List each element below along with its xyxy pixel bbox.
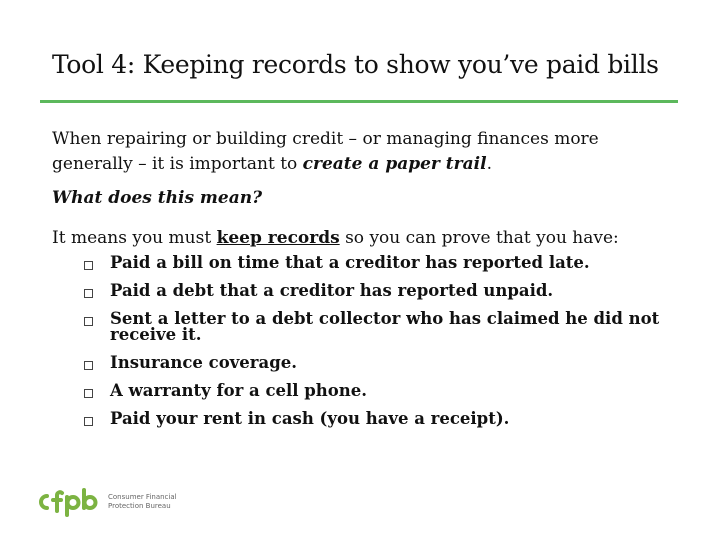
proof-list <box>82 255 682 439</box>
square-bullet-icon <box>84 289 93 298</box>
cfpb-logo <box>36 487 177 517</box>
cfpb-logo-icon <box>36 487 100 517</box>
list-item-text: A warranty for a cell phone. <box>110 381 368 400</box>
means-suffix: so you can prove that you have: <box>339 228 619 248</box>
title-divider <box>40 100 678 103</box>
list-item-text: Paid a debt that a creditor has reported unpaid. <box>110 281 554 300</box>
list-item <box>82 355 682 371</box>
intro-emphasis: create a paper trail <box>302 154 487 174</box>
list-item <box>82 255 682 271</box>
means-emphasis: keep records <box>216 228 340 248</box>
logo-line-2: Protection Bureau <box>108 502 171 510</box>
square-bullet-icon <box>84 417 93 426</box>
logo-line-1: Consumer Financial <box>108 493 177 501</box>
list-item <box>82 383 682 399</box>
intro-paragraph <box>52 127 672 177</box>
list-item <box>82 283 682 299</box>
slide-title: Tool 4: Keeping records to show you’ve paid bills <box>52 50 659 79</box>
list-item-text: Insurance coverage. <box>110 353 297 372</box>
square-bullet-icon <box>84 317 93 326</box>
logo-wordmark <box>108 493 177 511</box>
list-item <box>82 311 682 343</box>
list-item-text: Paid a bill on time that a creditor has reported late. <box>110 253 590 272</box>
list-item-text: Paid your rent in cash (you have a receipt). <box>110 409 510 428</box>
intro-text: When repairing or building credit – or managing finances more generally – it is important to <box>52 129 599 174</box>
means-prefix: It means you must <box>52 228 217 248</box>
square-bullet-icon <box>84 361 93 370</box>
intro-end: . <box>486 154 492 174</box>
list-item <box>82 411 682 427</box>
question-heading: What does this mean? <box>52 188 263 208</box>
square-bullet-icon <box>84 261 93 270</box>
list-item-text: Sent a letter to a debt collector who has claimed he did not receive it. <box>110 309 660 344</box>
means-line <box>52 228 619 248</box>
square-bullet-icon <box>84 389 93 398</box>
